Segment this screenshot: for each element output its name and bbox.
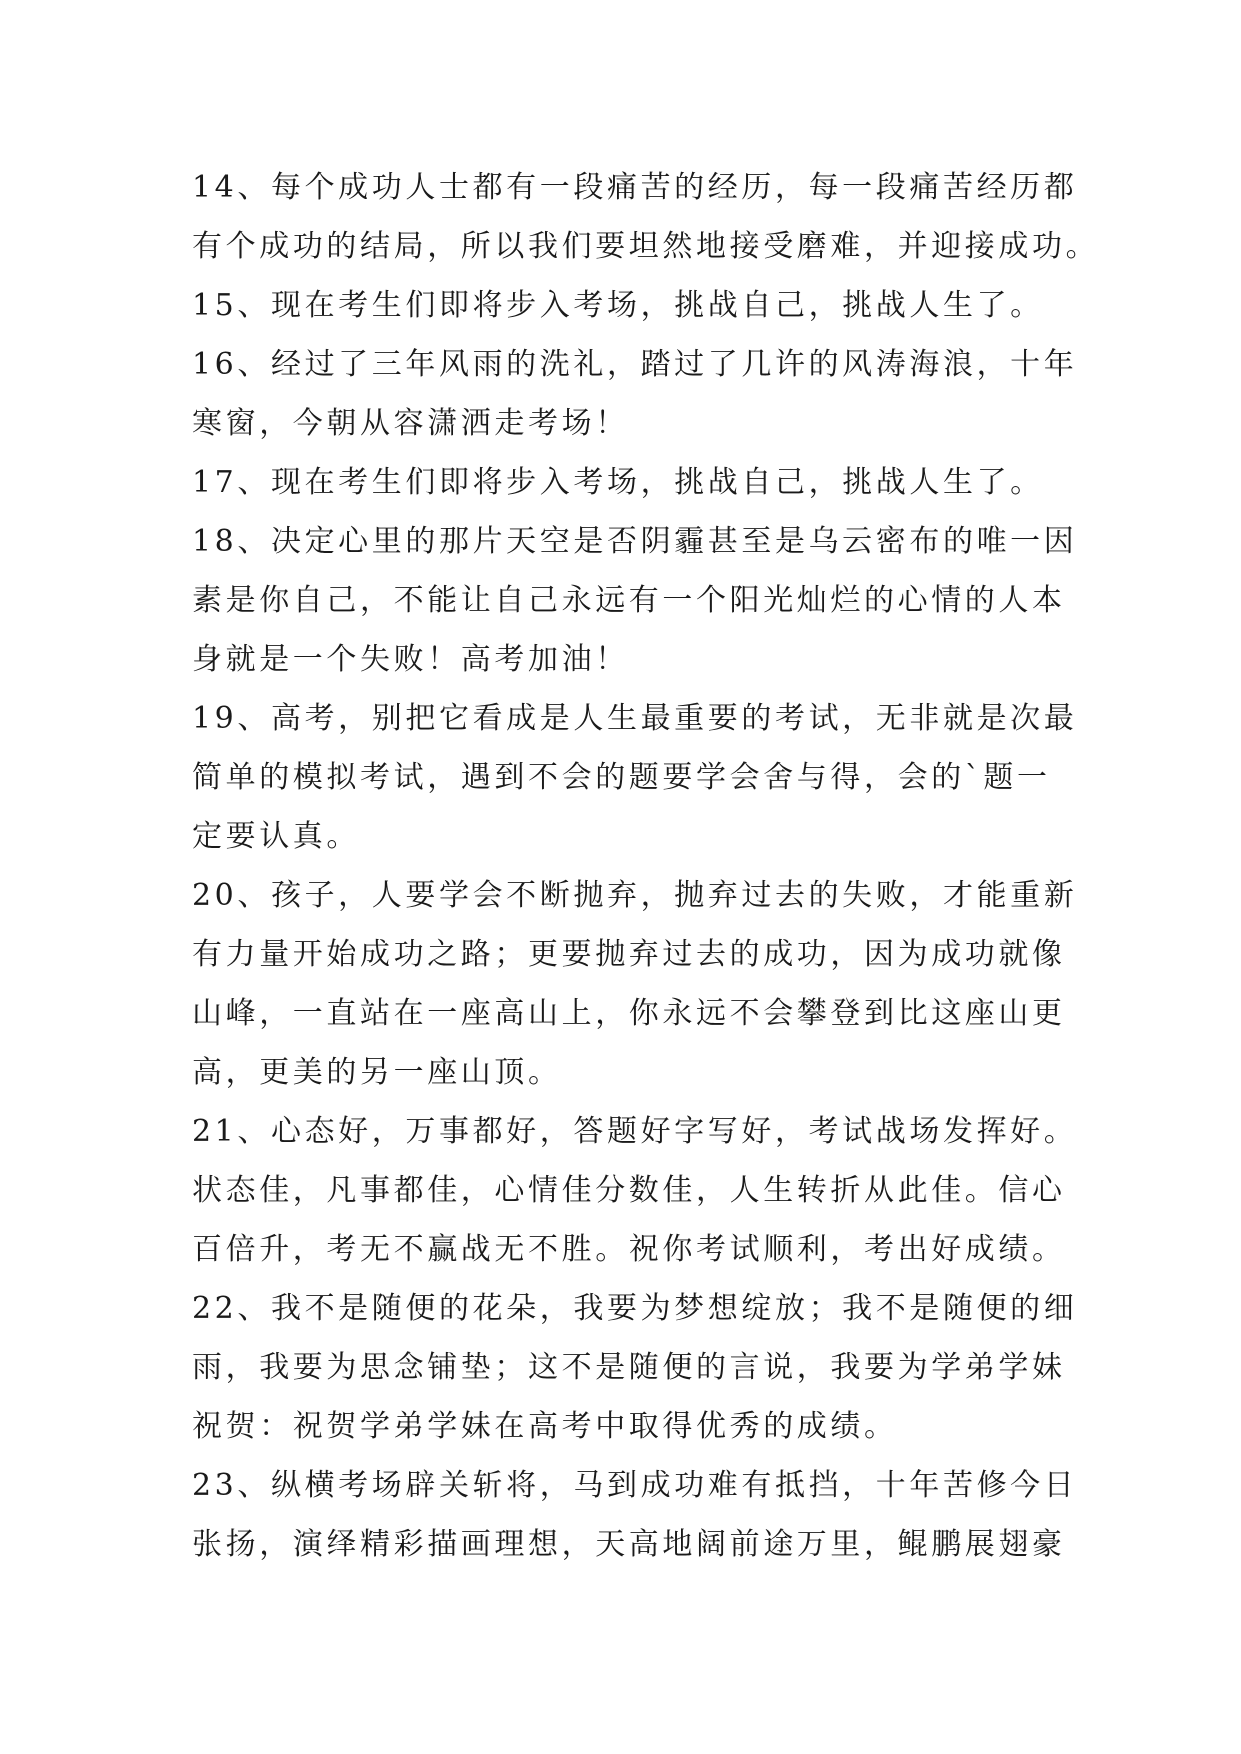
text-line: 有个成功的结局，所以我们要坦然地接受磨难，并迎接成功。 (192, 229, 1100, 264)
text-line: 19、高考，别把它看成是人生最重要的考试，无非就是次最 (192, 701, 1078, 736)
text-line: 素是你自己，不能让自己永远有一个阳光灿烂的心情的人本 (192, 583, 1066, 618)
text-line: 18、决定心里的那片天空是否阴霾甚至是乌云密布的唯一因 (192, 524, 1078, 559)
text-line: 简单的模拟考试，遇到不会的题要学会舍与得，会的`题一 (192, 760, 1051, 795)
text-line: 高，更美的另一座山顶。 (192, 1055, 562, 1090)
text-line: 雨，我要为思念铺垫；这不是随便的言说，我要为学弟学妹 (192, 1350, 1066, 1385)
text-line: 21、心态好，万事都好，答题好字写好，考试战场发挥好。 (192, 1114, 1078, 1149)
text-line: 祝贺：祝贺学弟学妹在高考中取得优秀的成绩。 (192, 1409, 898, 1444)
text-line: 寒窗，今朝从容潇洒走考场！ (192, 406, 629, 441)
text-line: 16、经过了三年风雨的洗礼，踏过了几许的风涛海浪，十年 (192, 347, 1078, 382)
document-body (192, 158, 1100, 1574)
text-line: 山峰，一直站在一座高山上，你永远不会攀登到比这座山更 (192, 996, 1066, 1031)
text-line: 百倍升，考无不赢战无不胜。祝你考试顺利，考出好成绩。 (192, 1232, 1066, 1267)
text-line: 有力量开始成功之路；更要抛弃过去的成功，因为成功就像 (192, 937, 1066, 972)
text-line: 定要认真。 (192, 819, 360, 854)
text-line: 身就是一个失败！高考加油！ (192, 642, 629, 677)
text-line: 14、每个成功人士都有一段痛苦的经历，每一段痛苦经历都 (192, 170, 1078, 205)
text-line: 23、纵横考场辟关斩将，马到成功难有抵挡，十年苦修今日 (192, 1468, 1078, 1503)
text-line: 22、我不是随便的花朵，我要为梦想绽放；我不是随便的细 (192, 1291, 1078, 1326)
text-line: 17、现在考生们即将步入考场，挑战自己，挑战人生了。 (192, 465, 1044, 500)
text-line: 状态佳，凡事都佳，心情佳分数佳，人生转折从此佳。信心 (192, 1173, 1066, 1208)
text-line: 20、孩子，人要学会不断抛弃，抛弃过去的失败，才能重新 (192, 878, 1078, 913)
text-line: 15、现在考生们即将步入考场，挑战自己，挑战人生了。 (192, 288, 1044, 323)
text-line: 张扬，演绎精彩描画理想，天高地阔前途万里，鲲鹏展翅豪 (192, 1527, 1066, 1562)
